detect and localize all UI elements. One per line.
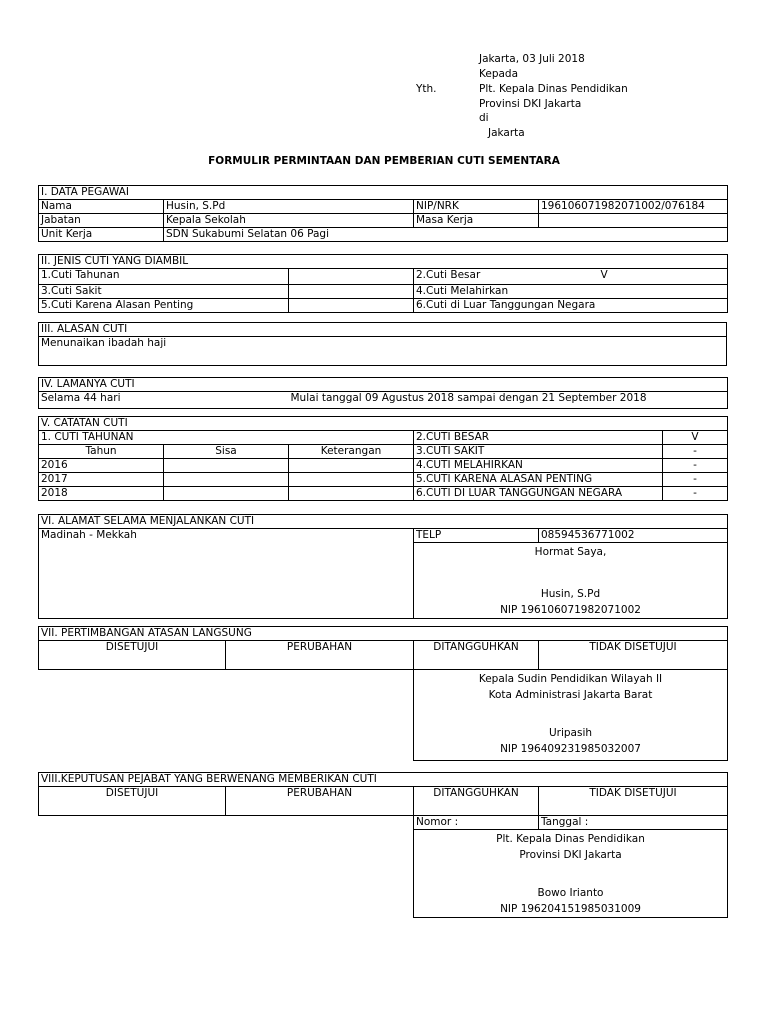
cuti-tahunan-check[interactable] [289,269,414,285]
section-alamat-cuti [38,514,728,619]
col-keterangan: Keterangan [289,445,414,459]
nomor-field[interactable]: Nomor : [414,816,539,830]
pejabat-name: Bowo Irianto [537,887,604,899]
option-ditangguhkan[interactable]: DITANGGUHKAN [414,641,539,670]
recipient-line-2: Provinsi DKI Jakarta [479,98,582,110]
section-heading: II. JENIS CUTI YANG DIAMBIL [39,255,728,269]
cuti-besar-check[interactable] [600,269,728,285]
cuti-alasan-penting-label: 5.Cuti Karena Alasan Penting [39,299,289,313]
catatan-right-label: 6.CUTI DI LUAR TANGGUNGAN NEGARA [414,487,663,501]
catatan-right-label: 3.CUTI SAKIT [414,445,663,459]
option-perubahan[interactable]: PERUBAHAN [226,787,414,816]
telp-label: TELP [414,529,539,543]
telp-value[interactable]: 08594536771002 [539,529,728,543]
section-heading: V. CATATAN CUTI [39,417,728,431]
pejabat-nip: NIP 196204151985031009 [500,903,641,915]
cuti-luar-tanggungan-label: 6.Cuti di Luar Tanggungan Negara [414,299,728,313]
masa-kerja-label: Masa Kerja [414,214,539,228]
cuti-tahunan-label: 1.Cuti Tahunan [39,269,289,285]
cuti-besar-label: 2.Cuti Besar [414,269,603,285]
lama-cuti-duration[interactable]: Selama 44 hari [39,392,289,409]
yth-label: Yth. [416,83,437,95]
nama-value[interactable]: Husin, S.Pd [164,200,414,214]
catatan-right-mark[interactable]: V [663,431,728,445]
tanggal-field[interactable]: Tanggal : [539,816,728,830]
catatan-right-label: 5.CUTI KARENA ALASAN PENTING [414,473,663,487]
catatan-right-mark[interactable]: - [663,473,728,487]
keterangan-cell[interactable] [289,459,414,473]
masa-kerja-value[interactable] [539,214,728,228]
pemohon-nip: NIP 196106071982071002 [500,604,641,616]
cuti-besar-mark: V [600,269,608,281]
section-lamanya-cuti [38,377,728,409]
option-disetujui[interactable]: DISETUJUI [39,641,226,670]
cuti-sakit-label: 3.Cuti Sakit [39,285,289,299]
catatan-right-mark[interactable]: - [663,459,728,473]
cuti-tahunan-title: 1. CUTI TAHUNAN [39,431,414,445]
atasan-signature-block [414,670,728,761]
catatan-right-mark[interactable]: - [663,445,728,459]
option-tidak-disetujui[interactable]: TIDAK DISETUJUI [539,641,728,670]
option-ditangguhkan[interactable]: DITANGGUHKAN [414,787,539,816]
nama-label: Nama [39,200,164,214]
cuti-sakit-check[interactable] [289,285,414,299]
section-heading: VIII.KEPUTUSAN PEJABAT YANG BERWENANG MEMBERIKAN CUTI [39,773,728,787]
option-perubahan[interactable]: PERUBAHAN [226,641,414,670]
section-data-pegawai [38,185,728,242]
section-jenis-cuti [38,254,728,313]
section-heading: I. DATA PEGAWAI [39,186,728,200]
nip-value[interactable]: 196106071982071002/076184 [539,200,728,214]
year-cell: 2018 [39,487,164,501]
form-title: FORMULIR PERMINTAAN DAN PEMBERIAN CUTI SEMENTARA [208,155,560,167]
section-heading: VI. ALAMAT SELAMA MENJALANKAN CUTI [39,515,728,529]
section-heading: III. ALASAN CUTI [39,323,727,337]
section-catatan-cuti [38,416,728,501]
closing-text: Hormat Saya, [534,546,607,558]
col-sisa: Sisa [164,445,289,459]
year-cell: 2016 [39,459,164,473]
catatan-right-mark[interactable]: - [663,487,728,501]
recipient-city: Jakarta [488,127,525,139]
lama-cuti-period[interactable]: Mulai tanggal 09 Agustus 2018 sampai dengan 21 September 2018 [289,392,728,409]
option-disetujui[interactable]: DISETUJUI [39,787,226,816]
section-heading: IV. LAMANYA CUTI [39,378,728,392]
jabatan-value[interactable]: Kepala Sekolah [164,214,414,228]
atasan-title-1: Kepala Sudin Pendidikan Wilayah II [478,673,663,685]
atasan-nip: NIP 196409231985032007 [500,743,641,755]
keterangan-cell[interactable] [289,487,414,501]
sisa-cell[interactable] [164,473,289,487]
keterangan-cell[interactable] [289,473,414,487]
pemohon-name: Husin, S.Pd [540,588,601,600]
alasan-cuti-text[interactable]: Menunaikan ibadah haji [39,337,727,366]
unit-kerja-value[interactable]: SDN Sukabumi Selatan 06 Pagi [164,228,728,242]
recipient-line-1: Plt. Kepala Dinas Pendidikan [479,83,628,95]
year-cell: 2017 [39,473,164,487]
cuti-melahirkan-label: 4.Cuti Melahirkan [414,285,728,299]
section-heading: VII. PERTIMBANGAN ATASAN LANGSUNG [39,627,728,641]
sisa-cell[interactable] [164,487,289,501]
pejabat-signature-block [414,830,728,918]
pejabat-title-1: Plt. Kepala Dinas Pendidikan [496,833,645,845]
atasan-name: Uripasih [548,727,593,739]
section-alasan-cuti [38,322,727,366]
section-keputusan-pejabat [38,772,728,918]
kepada-label: Kepada [479,68,519,80]
alamat-value[interactable]: Madinah - Mekkah [39,529,414,619]
col-tahun: Tahun [39,445,164,459]
option-tidak-disetujui[interactable]: TIDAK DISETUJUI [539,787,728,816]
jabatan-label: Jabatan [39,214,164,228]
catatan-right-label: 4.CUTI MELAHIRKAN [414,459,663,473]
unit-kerja-label: Unit Kerja [39,228,164,242]
cuti-alasan-penting-check[interactable] [289,299,414,313]
sisa-cell[interactable] [164,459,289,473]
atasan-title-2: Kota Administrasi Jakarta Barat [488,689,653,701]
section-pertimbangan-atasan [38,626,728,761]
nip-label: NIP/NRK [414,200,539,214]
letter-date: Jakarta, 03 Juli 2018 [479,53,585,65]
pejabat-title-2: Provinsi DKI Jakarta [519,849,622,861]
catatan-right-label: 2.CUTI BESAR [414,431,663,445]
di-label: di [479,112,489,124]
pemohon-signature-block [414,543,728,619]
